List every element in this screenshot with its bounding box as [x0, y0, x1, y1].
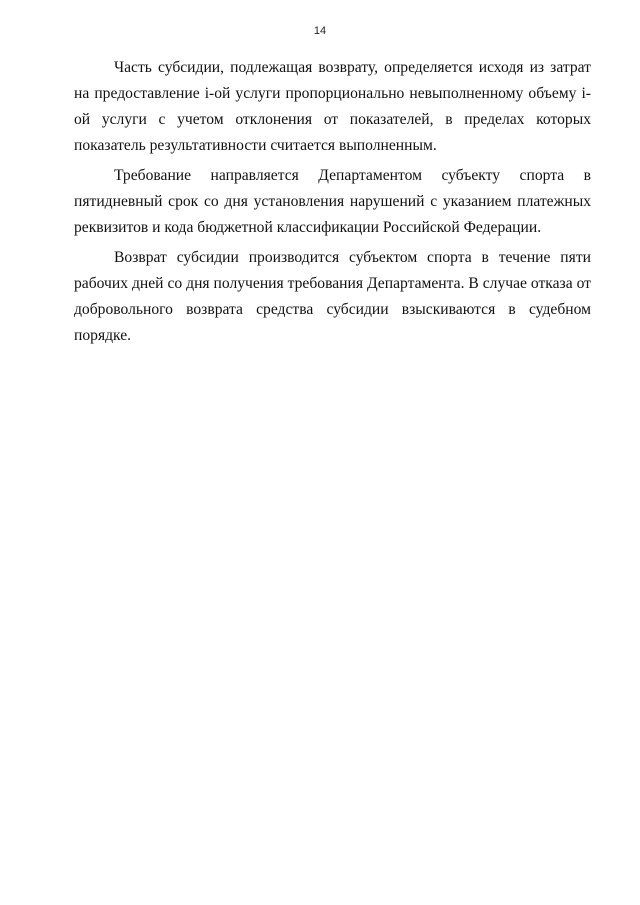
paragraph-requirement-notice: Требование направляется Департаментом субъекту спорта в пятидневный срок со дня установления нарушений с указанием платежных реквизитов и кода бюджетной классификации Российской Федерации.	[74, 167, 591, 236]
document-body	[74, 55, 591, 353]
page-number: 14	[313, 25, 327, 37]
paragraph-subsidy-refund-terms: Возврат субсидии производится субъектом спорта в течение пяти рабочих дней со дня получения требования Департамента. В случае отказа от добровольного возврата средства субсидии взыскиваются в судебном порядке.	[74, 249, 591, 344]
paragraph-subsidy-return-amount: Часть субсидии, подлежащая возврату, определяется исходя из затрат на предоставление i-ой услуги пропорционально невыполненному объему i-ой услуги с учетом отклонения от показателей, в пределах которых показатель результативности считается выполненным.	[74, 59, 591, 154]
